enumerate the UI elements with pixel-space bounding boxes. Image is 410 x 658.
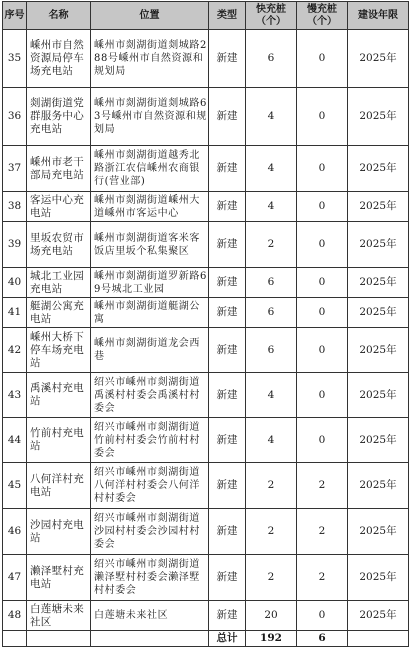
cell-no: 40 [3, 268, 27, 298]
cell-fast: 4 [246, 192, 297, 222]
cell-location: 嵊州市剡湖街道龙会西巷 [91, 328, 209, 373]
cell-year: 2025年 [348, 298, 409, 328]
cell-type: 新建 [209, 373, 246, 418]
cell-no: 44 [3, 418, 27, 463]
cell-location: 嵊州市剡湖街道剡城路288号嵊州市自然资源和规划局 [91, 30, 209, 88]
table-row [3, 601, 409, 631]
cell-type: 新建 [209, 555, 246, 601]
charging-station-table [2, 1, 409, 647]
cell-slow: 0 [297, 373, 348, 418]
cell-no: 36 [3, 88, 27, 146]
cell-year: 2025年 [348, 146, 409, 192]
cell-type: 新建 [209, 463, 246, 509]
cell-year: 2025年 [348, 222, 409, 268]
cell-slow: 0 [297, 298, 348, 328]
cell-slow: 0 [297, 222, 348, 268]
total-label: 总计 [209, 631, 246, 647]
cell-year: 2025年 [348, 268, 409, 298]
table-row [3, 373, 409, 418]
cell-year: 2025年 [348, 463, 409, 509]
cell-no: 48 [3, 601, 27, 631]
table-row [3, 418, 409, 463]
cell-location: 绍兴市嵊州市剡湖街道濑泽墅村村委会濑泽墅村村委会 [91, 555, 209, 601]
cell-slow: 0 [297, 192, 348, 222]
cell-slow: 2 [297, 509, 348, 555]
cell-location: 嵊州市剡湖街道剡城路63号嵊州市自然资源和规划局 [91, 88, 209, 146]
header-name: 名称 [27, 2, 91, 30]
cell-location: 绍兴市嵊州市剡湖街道禹溪村村委会禹溪村村委会 [91, 373, 209, 418]
cell-no: 45 [3, 463, 27, 509]
cell-year: 2025年 [348, 328, 409, 373]
cell-name: 八何洋村充电站 [27, 463, 91, 509]
cell-location: 白莲塘未来社区 [91, 601, 209, 631]
cell-name: 沙园村充电站 [27, 509, 91, 555]
cell-slow: 0 [297, 418, 348, 463]
cell-slow: 0 [297, 146, 348, 192]
cell-fast: 2 [246, 509, 297, 555]
cell-fast: 6 [246, 268, 297, 298]
cell-name: 竹前村充电站 [27, 418, 91, 463]
cell-slow: 0 [297, 88, 348, 146]
cell-year: 2025年 [348, 192, 409, 222]
cell-type: 新建 [209, 88, 246, 146]
cell-name: 嵊州大桥下停车场充电站 [27, 328, 91, 373]
table-header-row [3, 2, 409, 30]
table-row [3, 509, 409, 555]
cell-no: 38 [3, 192, 27, 222]
cell-location: 绍兴市嵊州市剡湖街道沙园村村委会沙园村村委会 [91, 509, 209, 555]
cell-slow: 2 [297, 555, 348, 601]
cell-fast: 2 [246, 555, 297, 601]
cell-no: 41 [3, 298, 27, 328]
cell-no: 37 [3, 146, 27, 192]
cell-no: 39 [3, 222, 27, 268]
cell-slow: 0 [297, 30, 348, 88]
total-fast: 192 [246, 631, 297, 647]
header-type: 类型 [209, 2, 246, 30]
cell-year: 2025年 [348, 418, 409, 463]
cell-year: 2025年 [348, 30, 409, 88]
cell-empty [27, 631, 91, 647]
cell-slow: 0 [297, 601, 348, 631]
header-no: 序号 [3, 2, 27, 30]
cell-year: 2025年 [348, 373, 409, 418]
total-slow: 6 [297, 631, 348, 647]
table-row [3, 146, 409, 192]
cell-location: 嵊州市剡湖街道嵊州大道嵊州市客运中心 [91, 192, 209, 222]
cell-name: 里坂农贸市场充电站 [27, 222, 91, 268]
cell-year: 2025年 [348, 88, 409, 146]
cell-name: 嵊州市老干部局充电站 [27, 146, 91, 192]
header-location: 位置 [91, 2, 209, 30]
cell-no: 42 [3, 328, 27, 373]
cell-fast: 6 [246, 298, 297, 328]
header-year: 建设年限 [348, 2, 409, 30]
cell-empty [91, 631, 209, 647]
cell-fast: 6 [246, 328, 297, 373]
cell-fast: 20 [246, 601, 297, 631]
cell-slow: 2 [297, 463, 348, 509]
cell-name: 濑泽墅村充电站 [27, 555, 91, 601]
table-row [3, 88, 409, 146]
table-row [3, 328, 409, 373]
cell-name: 白莲塘未来社区 [27, 601, 91, 631]
table-row [3, 222, 409, 268]
header-fast: 快充桩（个） [246, 2, 297, 30]
cell-empty [348, 631, 409, 647]
cell-fast: 4 [246, 146, 297, 192]
cell-fast: 4 [246, 88, 297, 146]
cell-name: 禹溪村充电站 [27, 373, 91, 418]
header-slow: 慢充桩（个） [297, 2, 348, 30]
cell-slow: 0 [297, 268, 348, 298]
cell-empty [3, 631, 27, 647]
cell-fast: 2 [246, 463, 297, 509]
table-row [3, 555, 409, 601]
cell-name: 客运中心充电站 [27, 192, 91, 222]
cell-location: 嵊州市剡湖街道越秀北路浙江农信嵊州农商银行(营业部) [91, 146, 209, 192]
cell-type: 新建 [209, 418, 246, 463]
cell-fast: 6 [246, 30, 297, 88]
cell-name: 城北工业园充电站 [27, 268, 91, 298]
cell-location: 绍兴市嵊州市剡湖街道竹前村村委会竹前村村委会 [91, 418, 209, 463]
cell-location: 嵊州市剡湖街道客米客饭店里坂个私集聚区 [91, 222, 209, 268]
cell-type: 新建 [209, 328, 246, 373]
cell-no: 46 [3, 509, 27, 555]
cell-type: 新建 [209, 601, 246, 631]
cell-fast: 2 [246, 222, 297, 268]
cell-type: 新建 [209, 192, 246, 222]
cell-slow: 0 [297, 328, 348, 373]
table-row [3, 298, 409, 328]
table-row [3, 192, 409, 222]
cell-fast: 4 [246, 418, 297, 463]
cell-no: 43 [3, 373, 27, 418]
cell-type: 新建 [209, 268, 246, 298]
cell-type: 新建 [209, 298, 246, 328]
table-row [3, 30, 409, 88]
cell-year: 2025年 [348, 509, 409, 555]
table-row [3, 268, 409, 298]
table-row [3, 463, 409, 509]
cell-type: 新建 [209, 509, 246, 555]
cell-type: 新建 [209, 30, 246, 88]
cell-location: 绍兴市嵊州市剡湖街道八何洋村村委会八何洋村村委会 [91, 463, 209, 509]
cell-year: 2025年 [348, 601, 409, 631]
cell-year: 2025年 [348, 555, 409, 601]
cell-type: 新建 [209, 222, 246, 268]
cell-no: 47 [3, 555, 27, 601]
cell-location: 嵊州市剡湖街道艇湖公寓 [91, 298, 209, 328]
cell-type: 新建 [209, 146, 246, 192]
cell-fast: 4 [246, 373, 297, 418]
cell-no: 35 [3, 30, 27, 88]
cell-name: 剡湖街道党群服务中心充电站 [27, 88, 91, 146]
cell-location: 嵊州市剡湖街道罗新路69号城北工业园 [91, 268, 209, 298]
cell-name: 艇湖公寓充电站 [27, 298, 91, 328]
total-row [3, 631, 409, 647]
cell-name: 嵊州市自然资源局停车场充电站 [27, 30, 91, 88]
